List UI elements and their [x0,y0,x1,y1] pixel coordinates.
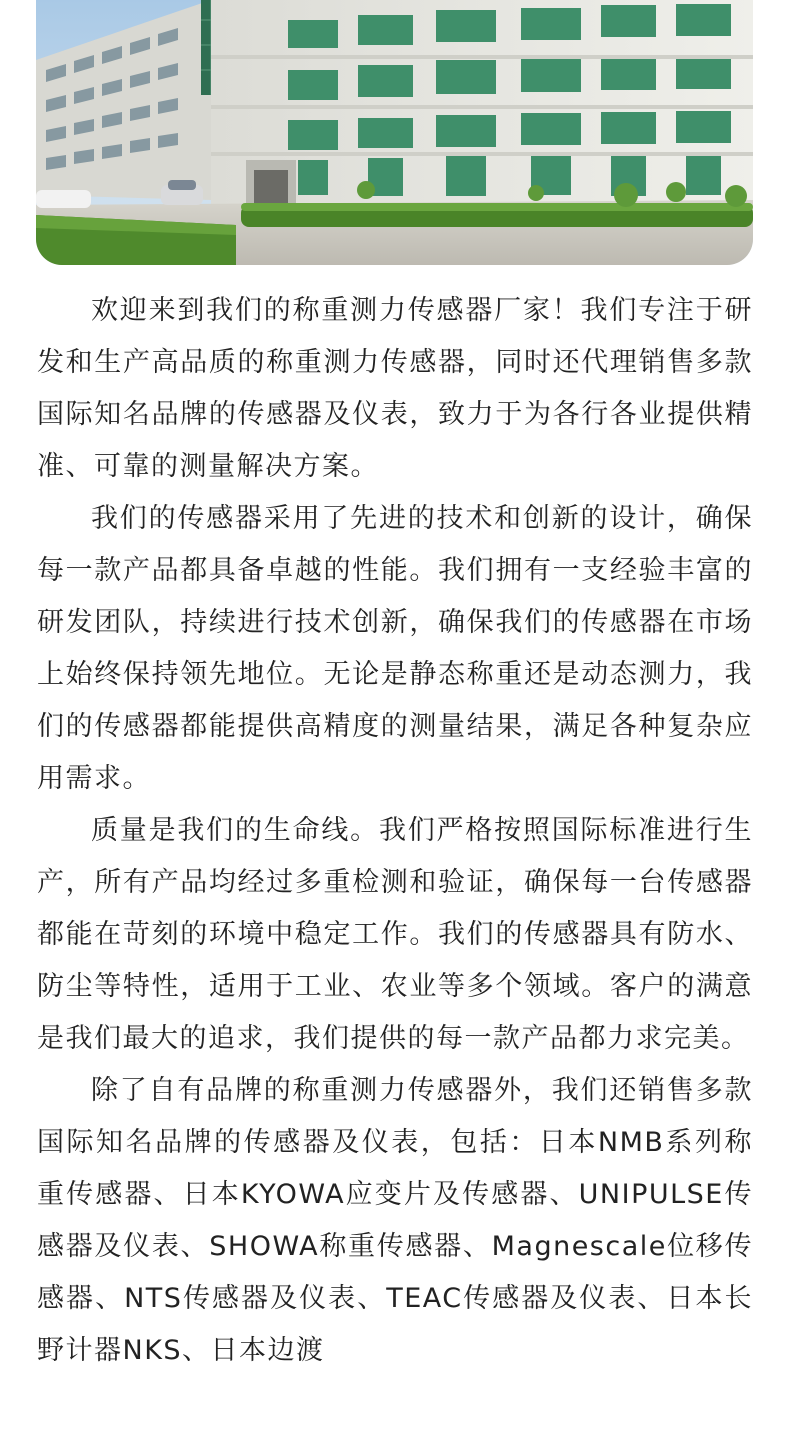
factory-photo [36,0,753,265]
company-introduction [37,285,753,1377]
intro-paragraph-technology: 我们的传感器采用了先进的技术和创新的设计，确保每一款产品都具备卓越的性能。我们拥有一支经验丰富的研发团队，持续进行技术创新，确保我们的传感器在市场上始终保持领先地位。无论是静态称重还是动态测力，我们的传感器都能提供高精度的测量结果，满足各种复杂应用需求。 [37,503,753,794]
factory-building-illustration [36,0,753,265]
intro-paragraph-brands: 除了自有品牌的称重测力传感器外，我们还销售多款国际知名品牌的传感器及仪表，包括：日本NMB系列称重传感器、日本KYOWA应变片及传感器、UNIPULSE传感器及仪表、SHOWA称重传感器、Magnescale位移传感器、NTS传感器及仪表、TEAC传感器及仪表、日本长野计器NKS、日本边渡 [37,1075,753,1366]
intro-paragraph-welcome: 欢迎来到我们的称重测力传感器厂家！我们专注于研发和生产高品质的称重测力传感器，同时还代理销售多款国际知名品牌的传感器及仪表，致力于为各行各业提供精准、可靠的测量解决方案。 [37,295,753,482]
intro-paragraph-quality: 质量是我们的生命线。我们严格按照国际标准进行生产，所有产品均经过多重检测和验证，确保每一台传感器都能在苛刻的环境中稳定工作。我们的传感器具有防水、防尘等特性，适用于工业、农业等多个领域。客户的满意是我们最大的追求，我们提供的每一款产品都力求完美。 [37,815,753,1054]
